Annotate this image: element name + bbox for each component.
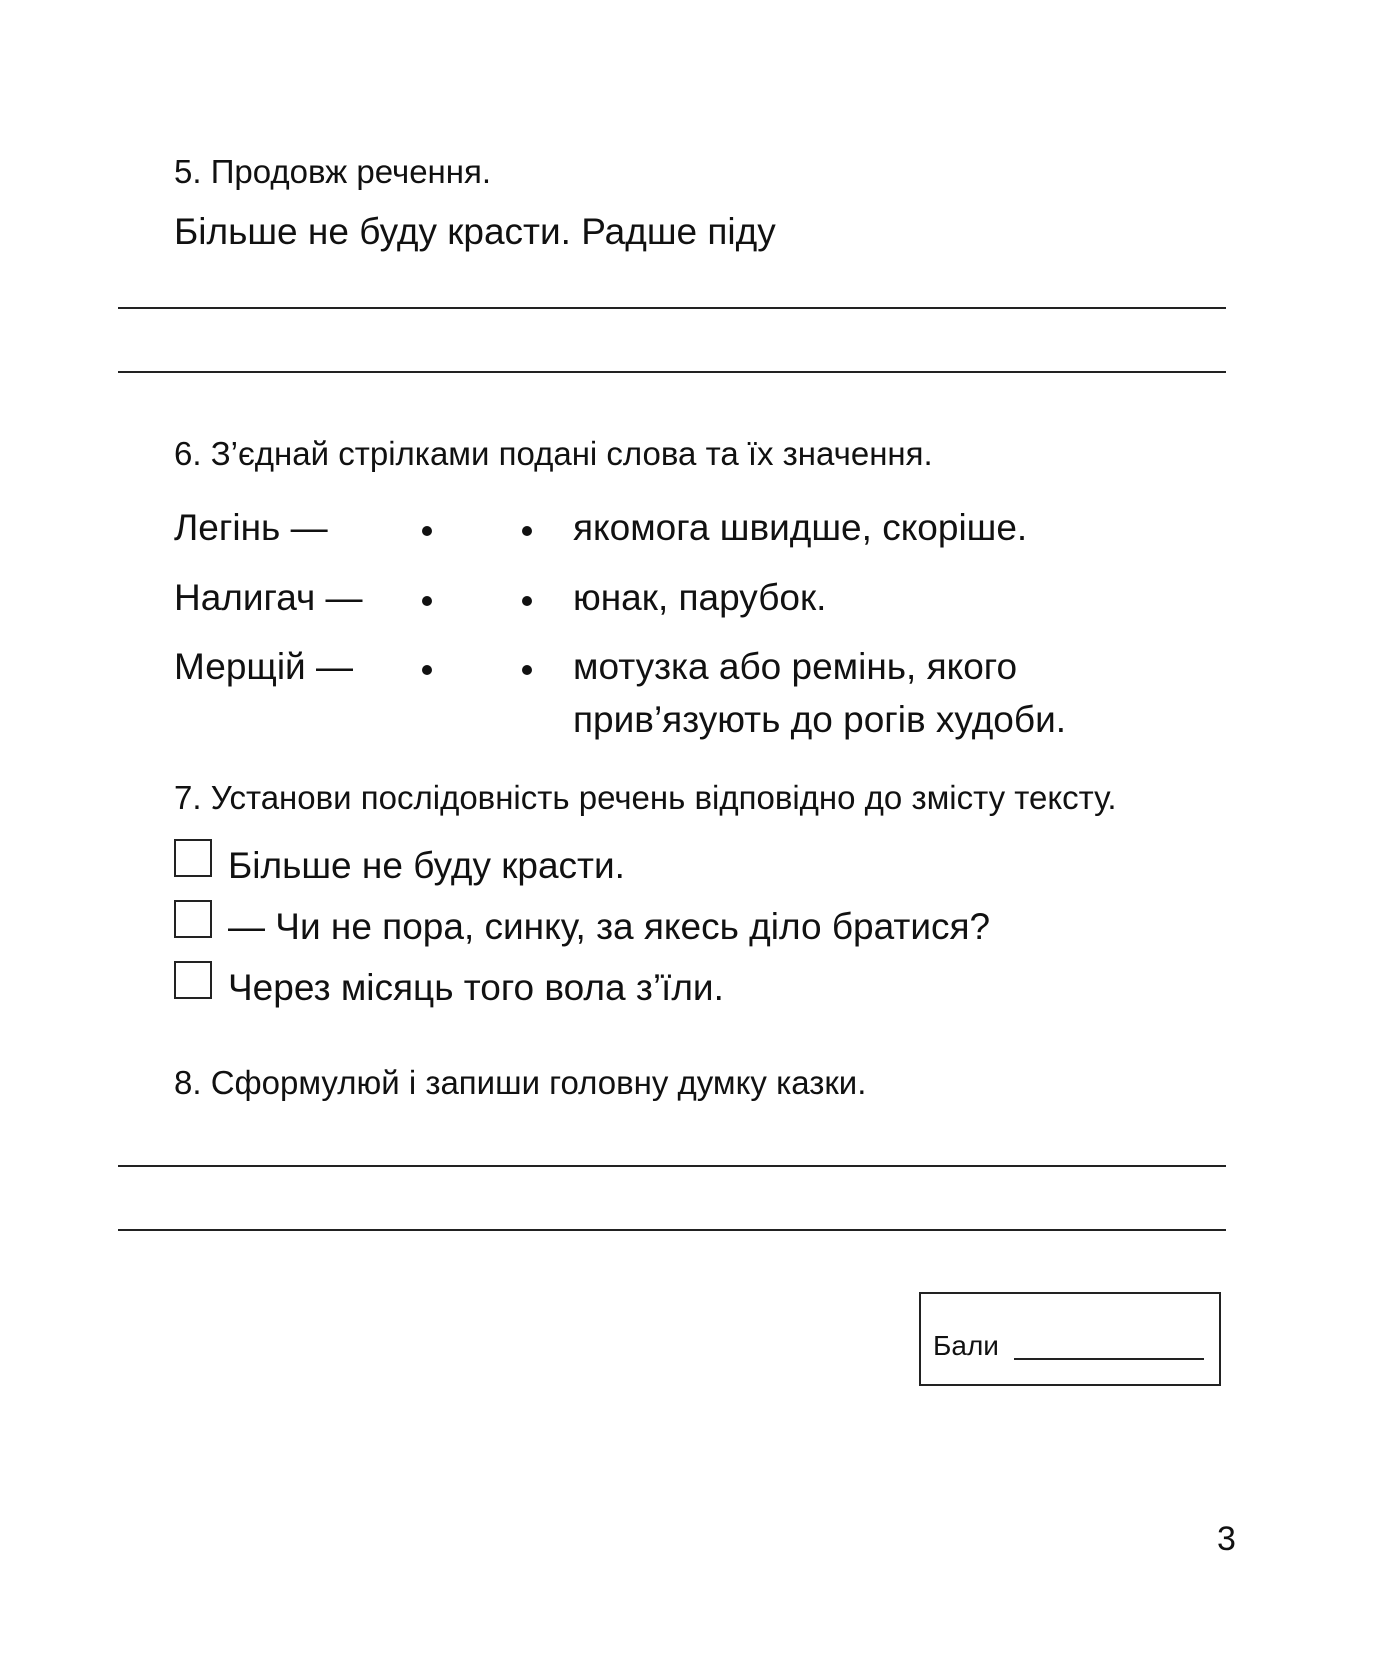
score-label: Бали bbox=[933, 1330, 999, 1361]
answer-line-8-1[interactable] bbox=[118, 1165, 1226, 1167]
order-box-1[interactable] bbox=[174, 839, 212, 877]
task8-heading: 8. Сформулюй і запиши головну думку казки. bbox=[174, 1064, 867, 1101]
word-dot-1[interactable] bbox=[422, 526, 432, 536]
word-nalyhach: Налигач — bbox=[174, 577, 363, 618]
word-legin: Легінь — bbox=[174, 507, 328, 548]
task5-heading: 5. Продовж речення. bbox=[174, 153, 492, 190]
meaning-1: якомога швидше, скоріше. bbox=[573, 507, 1028, 548]
meaning-2: юнак, парубок. bbox=[573, 577, 827, 618]
word-dot-2[interactable] bbox=[422, 596, 432, 606]
meaning-3-line-2: прив’язують до рогів худоби. bbox=[573, 699, 1067, 740]
sequence-item-1: Більше не буду красти. bbox=[228, 845, 625, 886]
word-merschii: Мерщій — bbox=[174, 646, 354, 687]
page-number: 3 bbox=[1217, 1520, 1236, 1558]
task6-heading: 6. З’єднай стрілками подані слова та їх значення. bbox=[174, 435, 933, 472]
score-box bbox=[919, 1292, 1221, 1386]
sequence-item-3: Через місяць того вола з’їли. bbox=[228, 967, 724, 1008]
meaning-dot-3[interactable] bbox=[522, 665, 532, 675]
score-line[interactable] bbox=[1014, 1358, 1204, 1360]
answer-line-8-2[interactable] bbox=[118, 1229, 1226, 1231]
answer-line-5-1[interactable] bbox=[118, 307, 1226, 309]
meaning-3-line-1: мотузка або ремінь, якого bbox=[573, 646, 1018, 687]
task7-heading: 7. Установи послідовність речень відповідно до змісту тексту. bbox=[174, 779, 1117, 816]
answer-line-5-2[interactable] bbox=[118, 371, 1226, 373]
meaning-dot-1[interactable] bbox=[522, 526, 532, 536]
word-dot-3[interactable] bbox=[422, 665, 432, 675]
task5-prompt: Більше не буду красти. Радше піду bbox=[174, 211, 776, 252]
order-box-2[interactable] bbox=[174, 900, 212, 938]
order-box-3[interactable] bbox=[174, 961, 212, 999]
sequence-item-2: — Чи не пора, синку, за якесь діло братися? bbox=[228, 906, 991, 947]
meaning-dot-2[interactable] bbox=[522, 596, 532, 606]
